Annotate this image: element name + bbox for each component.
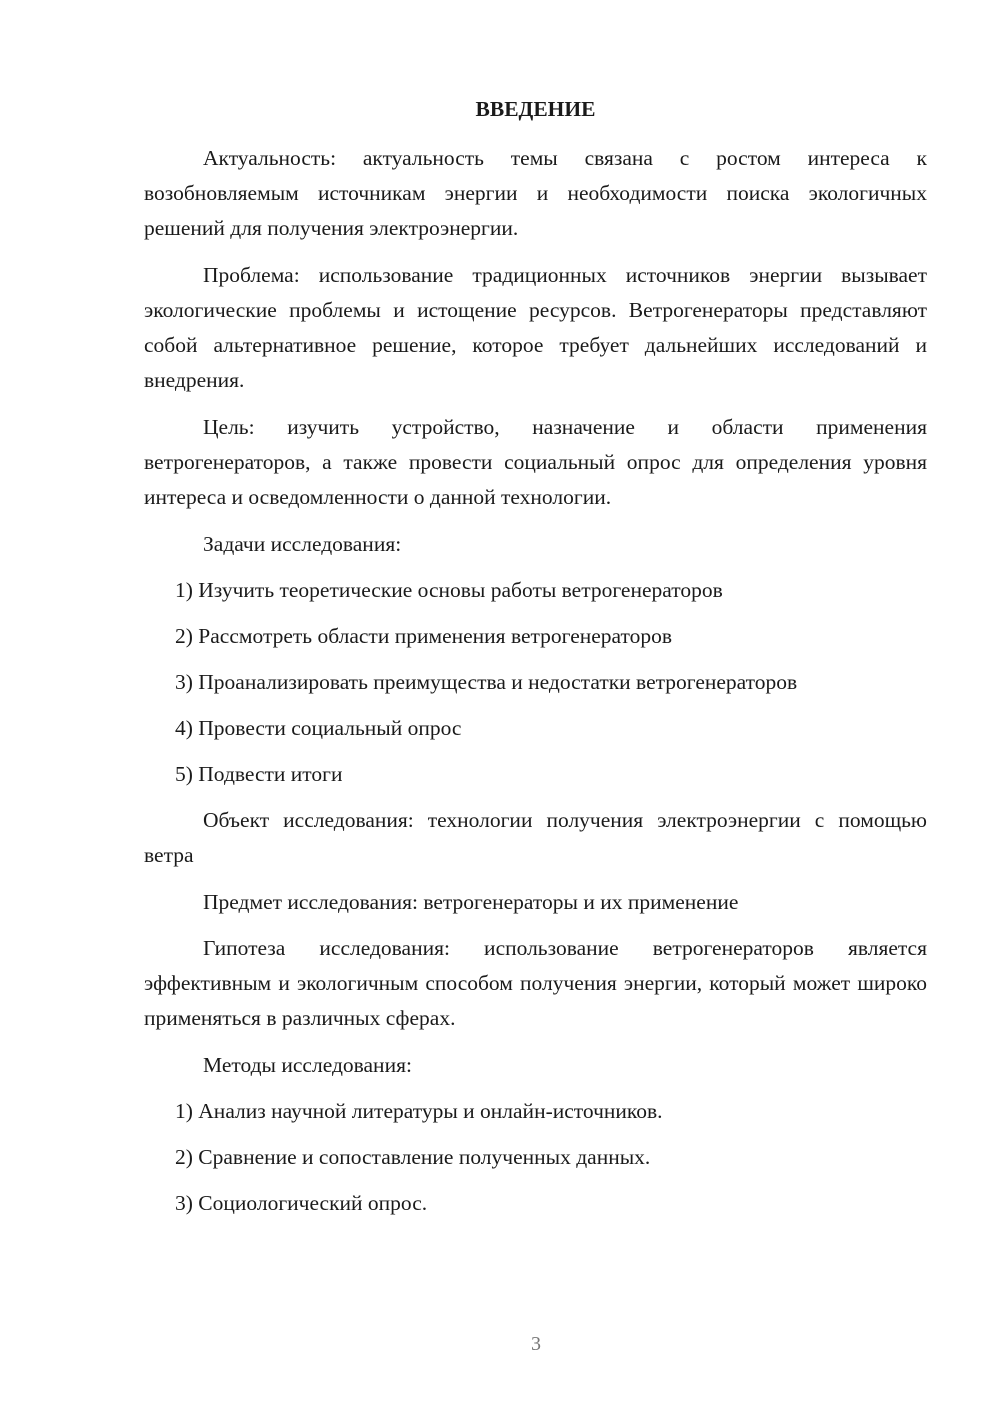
methods-heading: Методы исследования: bbox=[203, 1053, 412, 1077]
method-item: 1) Анализ научной литературы и онлайн-источников. bbox=[175, 1099, 663, 1123]
relevance-paragraph: Актуальность: актуальность темы связана с ростом интереса к возобновляемым источникам энергии и необходимости поиска экологичных решений для получения электроэнергии. bbox=[144, 146, 927, 240]
section-title: ВВЕДЕНИЕ bbox=[475, 97, 596, 121]
subject-paragraph: Предмет исследования: ветрогенераторы и их применение bbox=[203, 890, 739, 914]
tasks-heading: Задачи исследования: bbox=[203, 532, 402, 556]
task-item: 1) Изучить теоретические основы работы ветрогенераторов bbox=[175, 578, 723, 602]
methods-list bbox=[144, 1094, 927, 1221]
document-page bbox=[144, 92, 927, 1232]
tasks-list bbox=[144, 573, 927, 792]
task-item: 5) Подвести итоги bbox=[175, 762, 343, 786]
hypothesis-paragraph: Гипотеза исследования: использование ветрогенераторов является эффективным и экологичным способом получения энергии, который может широко применяться в различных сферах. bbox=[144, 936, 927, 1030]
goal-paragraph: Цель: изучить устройство, назначение и области применения ветрогенераторов, а также провести социальный опрос для определения уровня интереса и осведомленности о данной технологии. bbox=[144, 415, 927, 509]
page-number: 3 bbox=[531, 1333, 541, 1355]
task-item: 2) Рассмотреть области применения ветрогенераторов bbox=[175, 624, 673, 648]
task-item: 4) Провести социальный опрос bbox=[175, 716, 462, 740]
problem-paragraph: Проблема: использование традиционных источников энергии вызывает экологические проблемы и истощение ресурсов. Ветрогенераторы представляют собой альтернативное решение, которое требует дальнейших исследований и внедрения. bbox=[144, 263, 927, 392]
method-item: 3) Социологический опрос. bbox=[175, 1191, 428, 1215]
object-paragraph: Объект исследования: технологии получения электроэнергии с помощью ветра bbox=[144, 808, 927, 867]
task-item: 3) Проанализировать преимущества и недостатки ветрогенераторов bbox=[175, 670, 798, 694]
method-item: 2) Сравнение и сопоставление полученных данных. bbox=[175, 1145, 651, 1169]
